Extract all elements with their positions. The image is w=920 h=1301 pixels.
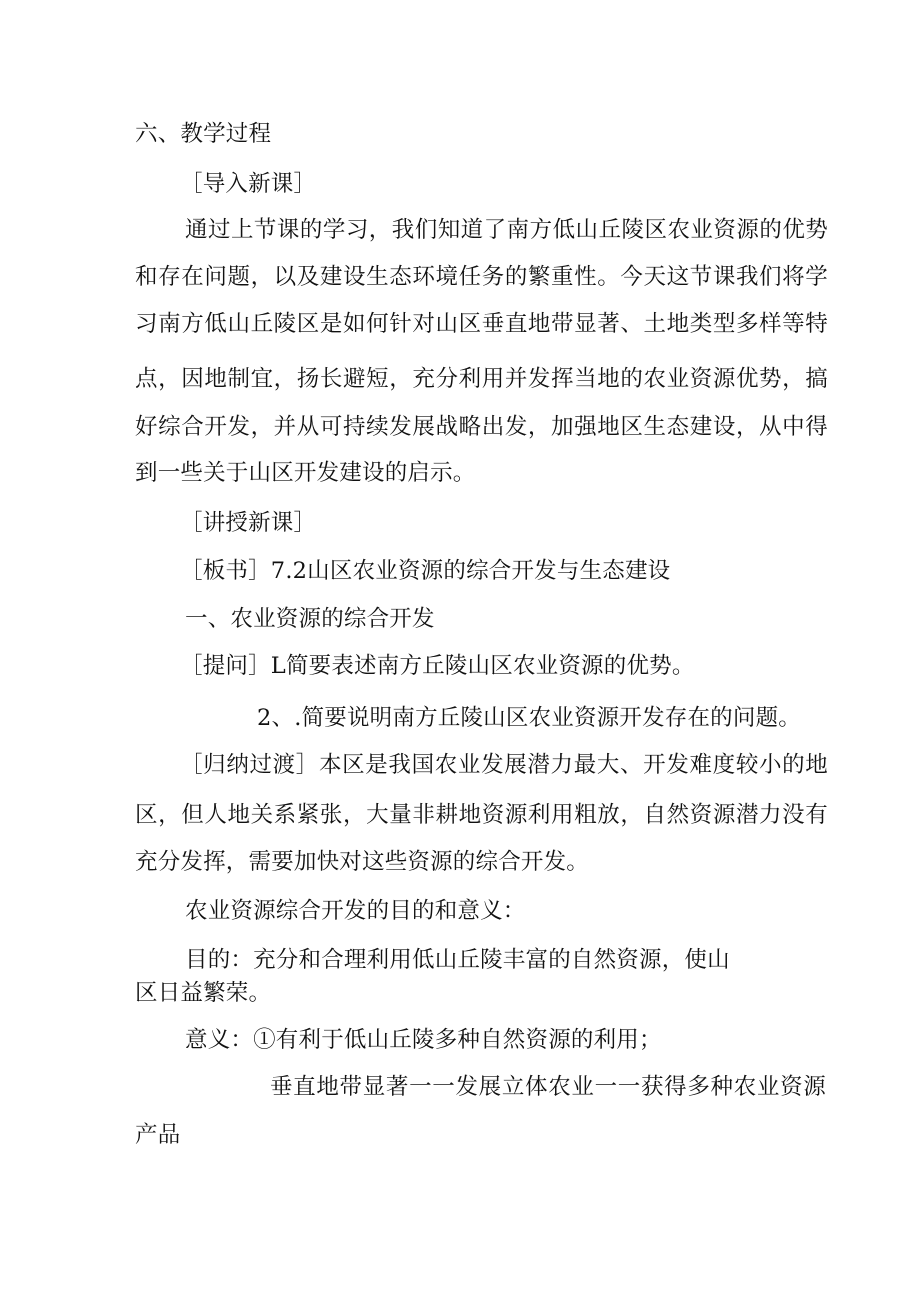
summary-line-1: ［归纳过渡］本区是我国农业发展潜力最大、开发难度较小的地 [180, 752, 828, 778]
summary-line-2: 区，但人地关系紧张，大量非耕地资源利用粗放，自然资源潜力没有 [135, 802, 828, 828]
chain-line-2: 产品 [135, 1122, 181, 1148]
intro-line-5: 好综合开发，并从可持续发展战略出发，加强地区生态建设，从中得 [135, 414, 828, 440]
board-line: ［板书］7.2山区农业资源的综合开发与生态建设 [180, 558, 671, 584]
label-teach: ［讲授新课］ [180, 510, 317, 536]
meaning-line: 意义：①有利于低山丘陵多种自然资源的利用； [185, 1027, 662, 1053]
question-1: ［提问］L简要表述南方丘陵山区农业资源的优势。 [180, 653, 695, 679]
purpose-line-2: 区日益繁荣。 [135, 980, 272, 1006]
intro-line-1: 通过上节课的学习，我们知道了南方低山丘陵区农业资源的优势 [185, 217, 828, 243]
intro-line-2: 和存在问题，以及建设生态环境任务的繁重性。今天这节课我们将学 [135, 264, 828, 290]
intro-line-6: 到一些关于山区开发建设的启示。 [135, 460, 476, 486]
chain-line-1: 垂直地带显著一一发展立体农业一一获得多种农业资源 [270, 1074, 826, 1100]
summary-line-3: 充分发挥，需要加快对这些资源的综合开发。 [135, 849, 590, 875]
section-heading: 六、教学过程 [135, 121, 272, 147]
purpose-line-1: 目的：充分和合理利用低山丘陵丰富的自然资源，使山 [185, 947, 730, 973]
label-intro: ［导入新课］ [180, 171, 317, 197]
intro-line-4: 点，因地制宜，扬长避短，充分利用并发挥当地的农业资源优势，搞 [135, 366, 828, 392]
question-2: 2、.简要说明南方丘陵山区农业资源开发存在的问题。 [257, 705, 801, 731]
purpose-heading: 农业资源综合开发的目的和意义： [185, 898, 526, 924]
subheading-1: 一、农业资源的综合开发 [185, 606, 435, 632]
intro-line-3: 习南方低山丘陵区是如何针对山区垂直地带显著、土地类型多样等特 [135, 311, 828, 337]
